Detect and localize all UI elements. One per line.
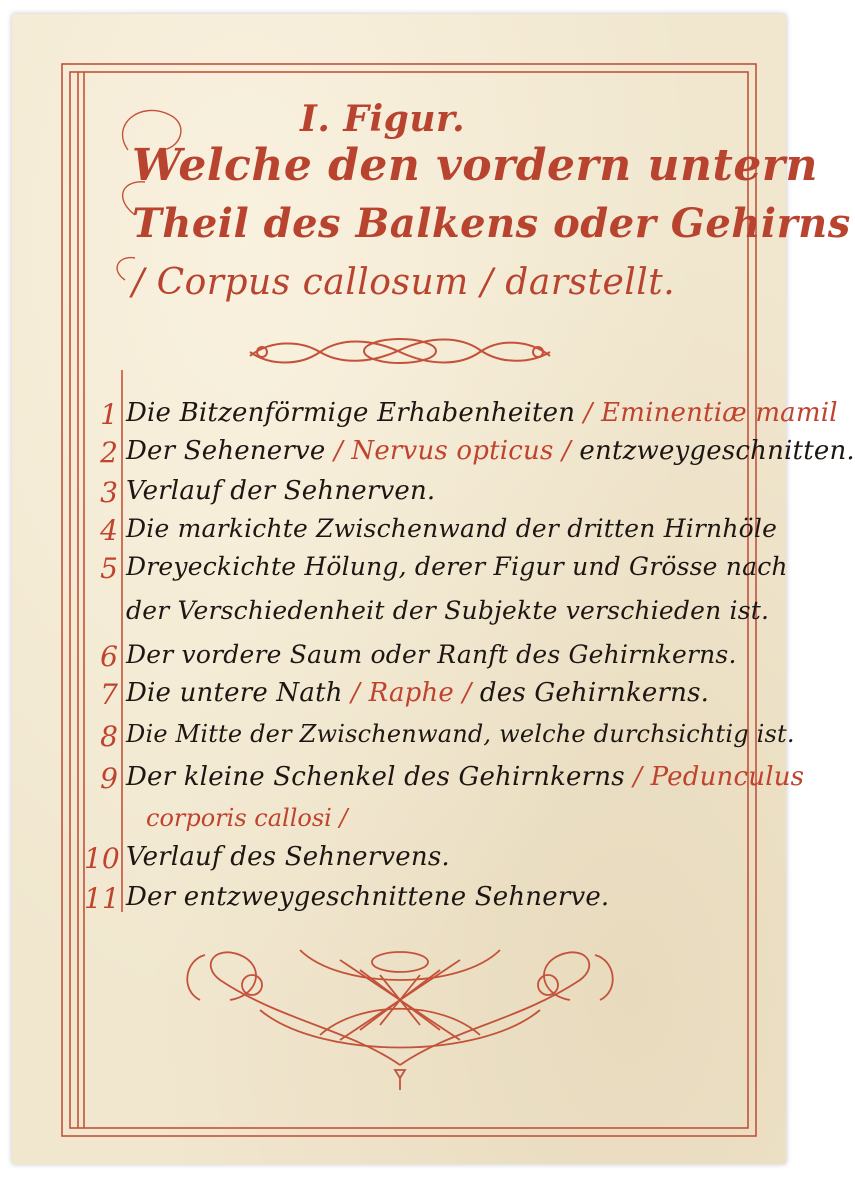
legend-entry: [126, 842, 450, 872]
legend-entry: [126, 882, 609, 912]
latin-continuation: corporis callosi /: [146, 804, 348, 832]
entry-number: 5: [100, 552, 118, 585]
top-ornament: [250, 339, 550, 363]
entry-text: der Verschiedenheit der Subjekte verschieden ist.: [126, 596, 770, 625]
entry-number: 2: [100, 436, 118, 469]
entry-latin: / Raphe /: [351, 678, 472, 708]
entry-number: 4: [100, 514, 118, 547]
entry-number: 6: [100, 640, 118, 673]
entry-number: 11: [84, 882, 120, 915]
figure-heading: I. Figur.: [300, 98, 466, 140]
legend-entry-continuation: [126, 596, 769, 625]
legend-entry: [126, 398, 838, 428]
entry-text: Die Bitzenförmige Erhabenheiten: [126, 398, 576, 428]
entry-number: 9: [100, 762, 118, 795]
legend-entry: [126, 514, 777, 543]
entry-text: Der vordere Saum oder Ranft des Gehirnkerns.: [126, 640, 737, 669]
legend-entry: [126, 552, 788, 581]
entry-number: 10: [84, 842, 120, 875]
entry-after: entzweygeschnitten.: [579, 436, 855, 466]
entry-text: Verlauf des Sehnervens.: [126, 842, 450, 872]
legend-entry: [126, 640, 737, 669]
title-flourish: [117, 110, 181, 280]
title-line-4: / Corpus callosum / darstellt.: [132, 262, 676, 303]
entry-latin: / Nervus opticus /: [333, 436, 571, 466]
entry-text: Die markichte Zwischenwand der dritten Hirnhöle: [126, 514, 778, 543]
entry-number: 3: [100, 476, 118, 509]
legend-entry: [126, 762, 804, 792]
title-line-2: Welche den vordern untern: [132, 140, 819, 191]
entry-text: Die Mitte der Zwischenwand, welche durchsichtig ist.: [126, 720, 795, 748]
legend-entry: [126, 476, 435, 506]
entry-text: Der Sehenerve: [126, 436, 326, 466]
bottom-ornament: [187, 950, 612, 1090]
entry-text: Dreyeckichte Hölung, derer Figur und Grösse nach: [126, 552, 788, 581]
legend-entry: [126, 678, 709, 708]
entry-text: Verlauf der Sehnerven.: [126, 476, 436, 506]
entry-number: 1: [100, 398, 118, 431]
entry-number: 8: [100, 720, 118, 753]
entry-text: Der kleine Schenkel des Gehirnkerns: [126, 762, 625, 792]
title-line-3: Theil des Balkens oder Gehirns: [132, 200, 851, 247]
entry-number: 7: [100, 678, 118, 711]
entry-text: Die untere Nath: [126, 678, 343, 708]
entry-after: des Gehirnkerns.: [479, 678, 710, 708]
entry-latin: / Eminentiæ mamil: [583, 398, 838, 428]
legend-entry: [126, 436, 855, 466]
entry-text: Der entzweygeschnittene Sehnerve.: [126, 882, 610, 912]
entry-latin: / Pedunculus: [633, 762, 805, 792]
legend-entry: [126, 720, 795, 748]
